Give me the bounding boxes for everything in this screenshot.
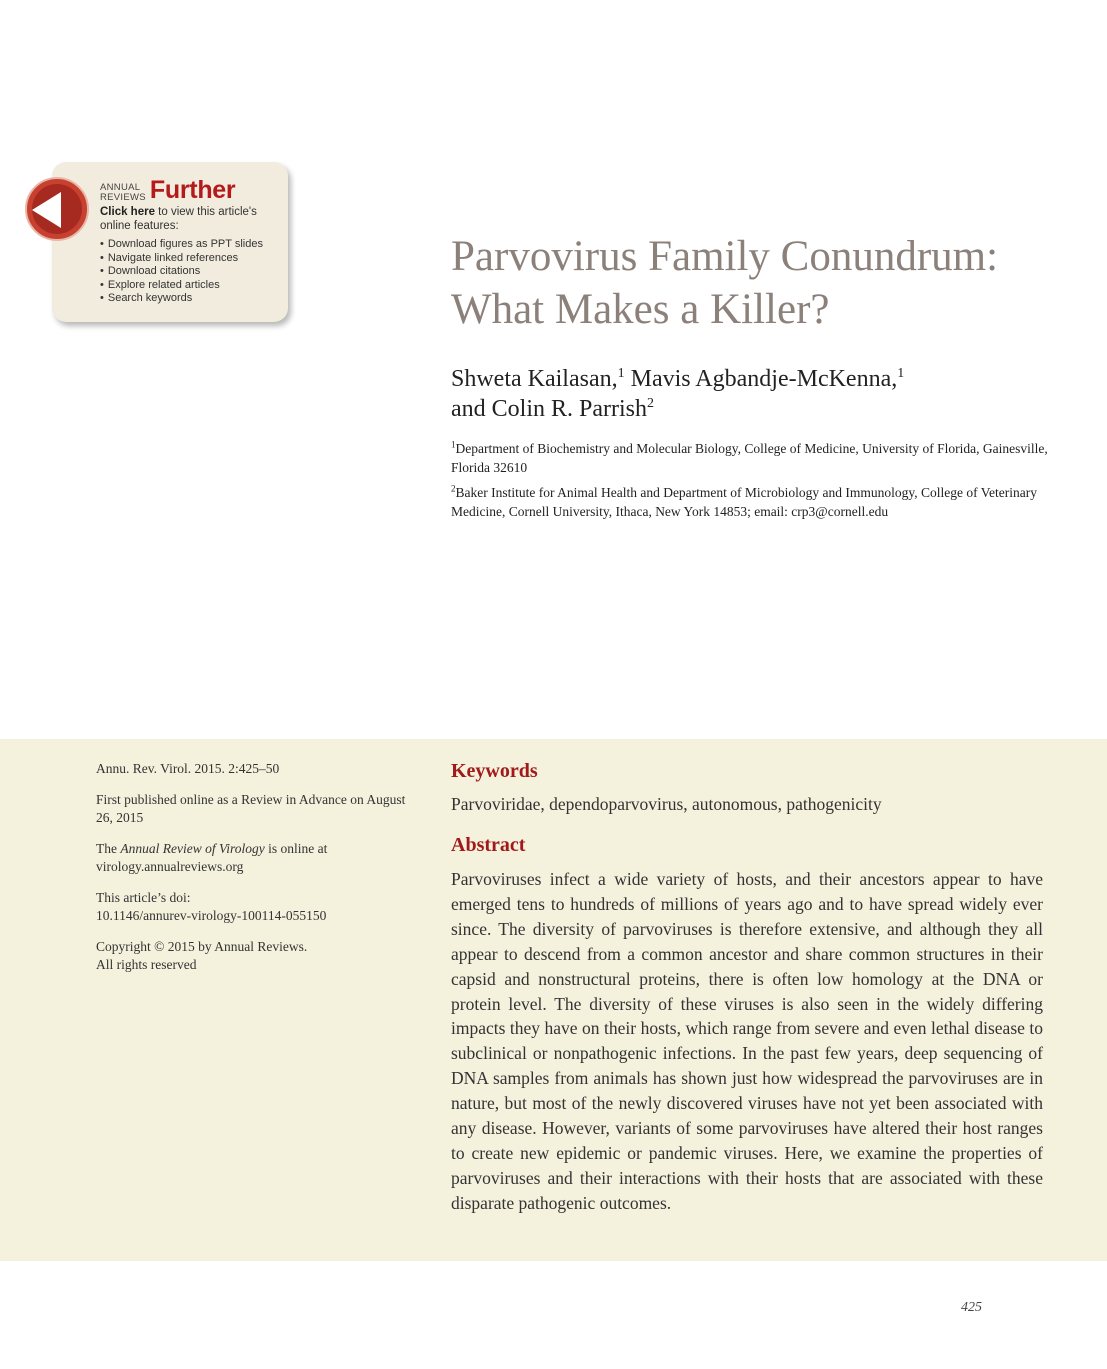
further-panel (100, 178, 285, 306)
doi-value[interactable]: 10.1146/annurev-virology-100114-055150 (96, 908, 327, 923)
feature-item-ppt[interactable]: • Download figures as PPT slides (100, 238, 285, 252)
citation: Annu. Rev. Virol. 2015. 2:425–50 (96, 761, 280, 776)
feature-item-citations[interactable]: • Download citations (100, 265, 285, 279)
author-name: Mavis Agbandje-McKenna, (630, 366, 898, 392)
abstract-text: Parvoviruses infect a wide variety of hosts, and their ancestors appear to have emerged tens to hundreds of millions of years ago and to have spread widely ever since. The diversity of parvoviruses is therefore extensive, and although they all appear to descend from a common ancestor and share common structures in their capsid and nonstructural proteins, there is often low homology at the DNA or protein level. The diversity of these viruses is also seen in the widely differing impacts they have on their hosts, which range from severe and even lethal disease to subclinical or nonpathogenic infections. In the past few years, deep sequencing of DNA samples from animals has shown just how widespread the parvoviruses are in nature, but most of the newly discovered viruses have not yet been associated with any disease. However, variants of some parvoviruses have altered their host ranges to create new epidemic or pandemic viruses. Here, we examine the properties of parvoviruses and their interactions with their hosts that are associated with these disparate pathogenic outcomes. (451, 869, 1043, 1213)
author-name: and Colin R. Parrish (451, 396, 647, 422)
brand-further: Further (149, 176, 236, 204)
affiliation-1 (451, 440, 1051, 477)
click-here-line (100, 206, 285, 233)
journal-name: Annual Review of Virology (120, 840, 265, 856)
click-here-link[interactable]: Click here (100, 206, 155, 218)
keywords-heading: Keywords (451, 760, 538, 782)
feature-item-references[interactable]: • Navigate linked references (100, 252, 285, 266)
publication-date: First published online as a Review in Advance on August 26, 2015 (96, 791, 406, 825)
affiliation-text: Baker Institute for Animal Health and Department of Microbiology and Immunology, College of Veterinary Medicine, Cornell University, Ithaca, New York 14853; email: crp3@cornell.edu (451, 485, 1037, 519)
affiliation-number: 2 (451, 483, 456, 494)
title-line-2: What Makes a Killer? (451, 286, 830, 333)
journal-prefix: The (96, 840, 121, 856)
affiliation-2 (451, 484, 1051, 521)
article-title (451, 230, 1071, 336)
copyright-block (96, 938, 416, 975)
affiliation-text: Department of Biochemistry and Molecular Biology, College of Medicine, University of Florida, Gainesville, Florida 32610 (451, 441, 1048, 475)
author-list (451, 364, 1071, 424)
affiliation-marker: 1 (897, 366, 905, 381)
back-arrow-icon[interactable] (24, 176, 90, 242)
doi-block (96, 889, 416, 926)
feature-item-keywords[interactable]: • Search keywords (100, 292, 285, 306)
affiliation-marker: 1 (617, 366, 625, 381)
title-line-1: Parvovirus Family Conundrum: (451, 233, 999, 280)
affiliation-marker: 2 (647, 396, 654, 411)
copyright: Copyright © 2015 by Annual Reviews. (96, 938, 308, 954)
click-here-description: to view this article's online features: (100, 206, 257, 232)
feature-item-related[interactable]: • Explore related articles (100, 279, 285, 293)
keywords-text: Parvoviridae, dependoparvovirus, autonomous, pathogenicity (451, 794, 882, 814)
affiliation-number: 1 (451, 439, 456, 450)
feature-list (100, 238, 285, 306)
author-name: Shweta Kailasan, (451, 366, 618, 392)
rights: All rights reserved (96, 957, 197, 972)
journal-suffix: is online at virology.annualreviews.org (96, 840, 328, 874)
article-metadata (96, 760, 416, 987)
brand-annual: ANNUAL (100, 182, 141, 193)
doi-label: This article’s doi: (96, 889, 191, 905)
page-number: 425 (961, 1300, 982, 1315)
journal-online (96, 840, 416, 877)
abstract-heading: Abstract (451, 834, 526, 856)
brand-reviews: REVIEWS (100, 191, 146, 203)
annual-reviews-logo (100, 178, 285, 202)
